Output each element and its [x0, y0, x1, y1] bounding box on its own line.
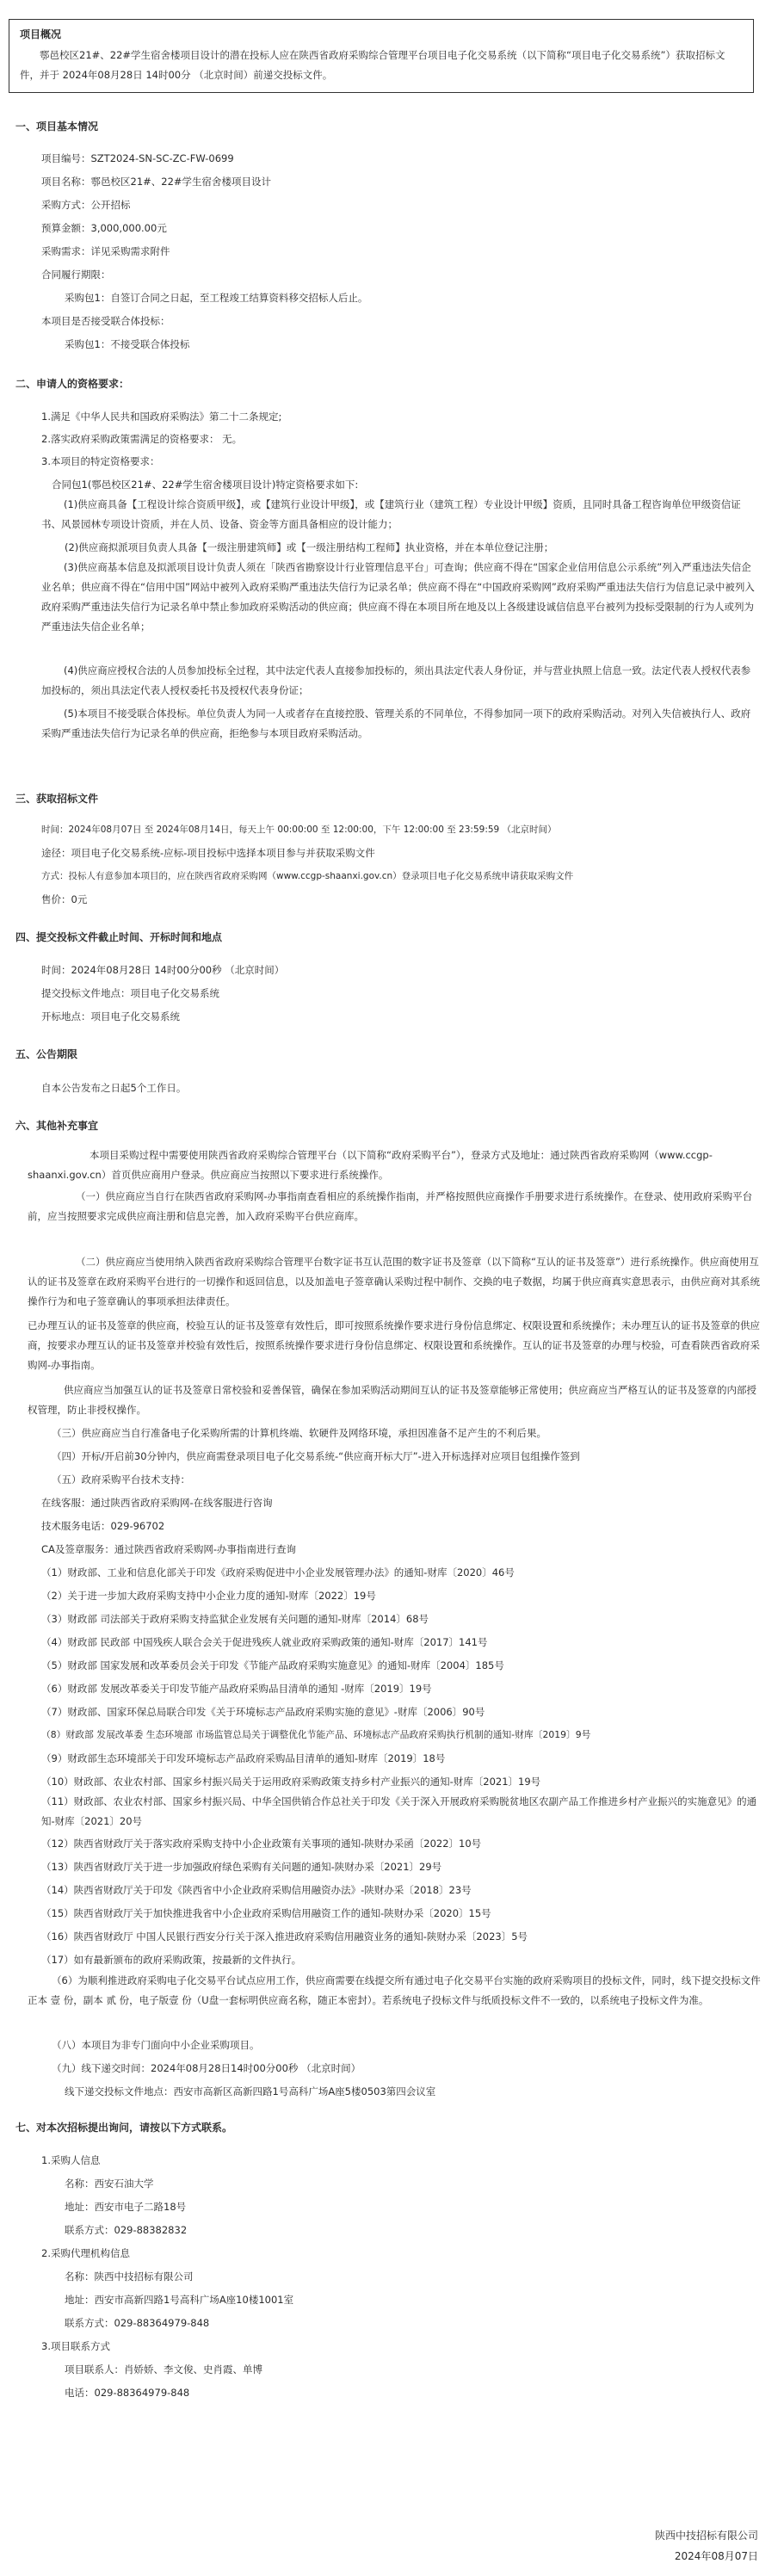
- section-deadline: [15, 930, 764, 945]
- qualification-item: 3.本项目的特定资格要求：: [41, 455, 160, 467]
- qualification-item: (4)供应商应授权合法的人员参加投标全过程，其中法定代表人直接参加投标的，须出具法定代表人身份证，并与营业执照上信息一致。法定代表人授权代表参加投标的，须出具法定代表人授权委托书及授权代表身份证；: [41, 664, 751, 696]
- joint-bid-value: 采购包1：不接受联合体投标: [65, 338, 190, 350]
- procurement-method: 采购方式：公开招标: [41, 199, 131, 211]
- policy-item: （11）财政部、农业农村部、国家乡村振兴局、中华全国供销合作总社关于印发《关于深入开展政府采购脱贫地区农副产品工作推进乡村产业振兴的实施意见》的通知-财库〔2021〕20号: [41, 1795, 757, 1827]
- submission-location: 提交投标文件地点：项目电子化交易系统: [41, 987, 219, 999]
- qualification-item: (3)供应商基本信息及拟派项目设计负责人须在「陕西省勘察设计行业管理信息平台」可查询；供应商不得在“国家企业信用信息公示系统”列入严重违法失信企业名单；供应商不得在“信用中国”网站中被列入政府采购严重违法失信行为记录名单；供应商不得在“中国政府采购网”政府采购严重违法失信行为信息记录中被列入政府采购严重违法失信行为记录名单中禁止参加政府采购活动的供应商；供应商不得在本项目所在地及以上各级建设诚信信息平台被列为投标受限制的行为人或列为严重违法失信企业名单；: [41, 561, 755, 633]
- supplementary-paragraph: 已办理互认的证书及签章的供应商，校验互认的证书及签章有效性后，即可按照系统操作要求进行身份信息绑定、权限设置和系统操作；未办理互认的证书及签章的供应商，按要求办理互认的证书及签章并校验有效性后，按照系统操作要求进行身份信息绑定、权限设置和系统操作。互认的证书及签章的办理与校验，可查看陕西省政府采购网-办事指南。: [28, 1319, 760, 1371]
- supplementary-paragraph: （二）供应商应当使用纳入陕西省政府采购综合管理平台数字证书互认范围的数字证书及签章（以下简称“互认的证书及签章”）进行系统操作。供应商使用互认的证书及签章在政府采购平台进行的一切操作和返回信息，以及加盖电子签章确认采购过程中制作、交换的电子数据，均属于供应商真实意思表示，由供应商对其系统操作行为和电子签章确认的事项承担法律责任。: [28, 1256, 760, 1307]
- offline-submission-location: 线下递交投标文件地点：西安市高新区高新四路1号高科广场A座5楼0503第四会议室: [65, 2085, 436, 2097]
- obtain-method: 方式：投标人有意参加本项目的，应在陕西省政府采购网（www.ccgp-shaanxi.gov.cn）登录项目电子化交易系统申请获取采购文件: [41, 871, 574, 881]
- policy-item: （15）陕西省财政厅关于加快推进我省中小企业政府采购信用融资工作的通知-陕财办采〔2020〕15号: [41, 1907, 491, 1919]
- obtain-channel: 途径：项目电子化交易系统-应标-项目投标中选择本项目参与并获取采购文件: [41, 847, 375, 859]
- policy-item: （6）财政部 发展改革委关于印发节能产品政府采购品目清单的通知 -财库〔2019〕19号: [41, 1683, 432, 1695]
- support-ca-service: CA及签章服务：通过陕西省政府采购网-办事指南进行查询: [41, 1543, 297, 1555]
- agency-name: 名称：陕西中技招标有限公司: [65, 2270, 194, 2283]
- supplementary-paragraph: （一）供应商应当自行在陕西省政府采购网-办事指南查看相应的系统操作指南，并严格按照供应商操作手册要求进行系统操作。在登录、使用政府采购平台前，应当按照要求完成供应商注册和信息完善，加入政府采购平台供应商库。: [28, 1190, 753, 1222]
- policy-item: （1）财政部、工业和信息化部关于印发《政府采购促进中小企业发展管理办法》的通知-财库〔2020〕46号: [41, 1566, 515, 1578]
- supplementary-paragraph: （6）为顺利推进政府采购电子化交易平台试点应用工作，供应商需要在线提交所有通过电子化交易平台实施的政府采购项目的投标文件，同时，线下提交投标文件正本 壹 份，副本 贰 份，电子版壹 份（U盘一套标明供应商名称，随正本密封）。若系统电子投标文件与纸质投标文件不一致的，以系统电子投标文件为准。: [28, 1974, 761, 2006]
- qualification-item: (5)本项目不接受联合体投标。单位负责人为同一人或者存在直接控股、管理关系的不同单位，不得参加同一项下的政府采购活动。对列入失信被执行人、政府采购严重违法失信行为记录名单的供应商，拒绝参与本项目政府采购活动。: [41, 707, 751, 739]
- section-qualifications: [15, 376, 764, 392]
- section-title: 四、提交投标文件截止时间、开标时间和地点: [15, 931, 223, 943]
- section-title: 七、对本次招标提出询问，请按以下方式联系。: [15, 2122, 233, 2134]
- purchaser-name: 名称：西安石油大学: [65, 2178, 154, 2190]
- project-number: 项目编号：SZT2024-SN-SC-ZC-FW-0699: [41, 152, 234, 164]
- purchaser-address: 地址：西安市电子二路18号: [65, 2201, 187, 2213]
- policy-item: （14）陕西省财政厅关于印发《陕西省中小企业政府采购信用融资办法》-陕财办采〔2018〕23号: [41, 1884, 472, 1896]
- deadline-time: 时间：2024年08月28日 14时00分00秒 （北京时间）: [41, 964, 285, 976]
- policy-item: （7）财政部、国家环保总局联合印发《关于环境标志产品政府采购实施的意见》-财库〔2006〕90号: [41, 1706, 485, 1718]
- procurement-requirements: 采购需求：详见采购需求附件: [41, 245, 170, 257]
- opening-location: 开标地点：项目电子化交易系统: [41, 1010, 180, 1022]
- policy-item: （2）关于进一步加大政府采购支持中小企业力度的通知-财库〔2022〕19号: [41, 1590, 376, 1602]
- section-contact: [15, 2120, 764, 2135]
- supplementary-item: （三）供应商应当自行准备电子化采购所需的计算机终端、软硬件及网络环境，承担因准备不足产生的不利后果。: [52, 1427, 546, 1439]
- policy-item: （16）陕西省财政厅 中国人民银行西安分行关于深入推进政府采购信用融资业务的通知-陕财办采〔2023〕5号: [41, 1930, 528, 1943]
- agency-header: 2.采购代理机构信息: [41, 2247, 130, 2259]
- contact-header: 3.项目联系方式: [41, 2340, 110, 2352]
- policy-item: （4）财政部 民政部 中国残疾人联合会关于促进残疾人就业政府采购政策的通知-财库〔2017〕141号: [41, 1636, 488, 1648]
- policy-item: （10）财政部、农业农村部、国家乡村振兴局关于运用政府采购政策支持乡村产业振兴的通知-财库〔2021〕19号: [41, 1776, 541, 1788]
- section-title: 五、公告期限: [15, 1048, 78, 1060]
- obtain-time: 时间：2024年08月07日 至 2024年08月14日，每天上午 00:00:00 至 12:00:00，下午 12:00:00 至 23:59:59 （北京时间）: [41, 825, 557, 835]
- policy-item: （3）财政部 司法部关于政府采购支持监狱企业发展有关问题的通知-财库〔2014〕68号: [41, 1613, 429, 1625]
- budget-amount: 预算金额：3,000,000.00元: [41, 222, 167, 234]
- document-price: 售价：0元: [41, 893, 88, 905]
- section-notice-period: [15, 1047, 764, 1062]
- supplementary-paragraph: 本项目采购过程中需要使用陕西省政府采购综合管理平台（以下简称“政府采购平台”），登录方式及地址：通过陕西省政府采购网（www.ccgp-shaanxi.gov.cn）首页供应商用户登录。供应商应当按照以下要求进行系统操作。: [28, 1149, 713, 1181]
- section-title: 三、获取招标文件: [15, 793, 99, 805]
- overview-title: 项目概况: [20, 28, 62, 40]
- footer-date: 2024年08月07日: [674, 2550, 758, 2562]
- joint-bid-label: 本项目是否接受联合体投标：: [41, 315, 170, 327]
- section-title: 二、申请人的资格要求：: [15, 378, 130, 390]
- supplementary-paragraph: 供应商应当加强互认的证书及签章日常校验和妥善保管，确保在参加采购活动期间互认的证书及签章能够正常使用；供应商应当严格互认的证书及签章的内部授权管理，防止非授权操作。: [28, 1384, 756, 1416]
- section-title: 一、项目基本情况: [15, 120, 99, 133]
- project-name: 项目名称：鄠邑校区21#、22#学生宿舍楼项目设计: [41, 176, 272, 188]
- policy-item: （5）财政部 国家发展和改革委员会关于印发《节能产品政府采购实施意见》的通知-财库〔2004〕185号: [41, 1659, 504, 1671]
- notice-period-text: 自本公告发布之日起5个工作日。: [41, 1082, 187, 1094]
- purchaser-header: 1.采购人信息: [41, 2154, 101, 2166]
- contact-persons: 项目联系人：肖娇娇、李文俊、史肖霞、单博: [65, 2363, 262, 2375]
- qualification-item: (1)供应商具备【工程设计综合资质甲级】，或【建筑行业设计甲级】，或【建筑行业（建筑工程）专业设计甲级】资质，且同时具备工程咨询单位甲级资信证书、风景园林专项设计资质，并在人员、设备、资金等方面具备相应的设计能力；: [41, 498, 741, 530]
- section-supplementary: [15, 1118, 764, 1134]
- supplementary-item: （八）本项目为非专门面向中小企业采购项目。: [52, 2039, 260, 2051]
- agency-phone: 联系方式：029-88364979-848: [65, 2317, 210, 2329]
- purchaser-phone: 联系方式：029-88382832: [65, 2224, 188, 2236]
- section-project-info: [15, 119, 764, 134]
- supplementary-item: （四）开标/开启前30分钟内，供应商需登录项目电子化交易系统-“供应商开标大厅”-进入开标选择对应项目包组操作签到: [52, 1450, 580, 1462]
- footer-organization: 陕西中技招标有限公司: [654, 2530, 758, 2542]
- qualification-item: (2)供应商拟派项目负责人具备【一级注册建筑师】或【一级注册结构工程师】执业资格，并在本单位登记注册；: [65, 541, 554, 553]
- support-phone: 技术服务电话：029-96702: [41, 1520, 165, 1532]
- supplementary-item: （五）政府采购平台技术支持：: [52, 1473, 190, 1486]
- contract-period-label: 合同履行期限：: [41, 269, 111, 281]
- policy-item: （9）财政部生态环境部关于印发环境标志产品政府采购品目清单的通知-财库〔2019〕18号: [41, 1752, 446, 1764]
- qualification-item: 1.满足《中华人民共和国政府采购法》第二十二条规定;: [41, 411, 282, 423]
- support-online-service: 在线客服：通过陕西省政府采购网-在线客服进行咨询: [41, 1497, 273, 1509]
- contact-phone: 电话：029-88364979-848: [65, 2387, 190, 2399]
- agency-address: 地址：西安市高新四路1号高科广场A座10楼1001室: [65, 2294, 294, 2306]
- overview-text: 鄠邑校区21#、22#学生宿舍楼项目设计的潜在投标人应在陕西省政府采购综合管理平台项目电子化交易系统（以下简称“项目电子化交易系统”）获取招标文件，并于 2024年08月28日 14时00分 （北京时间）前递交投标文件。: [20, 49, 725, 81]
- contract-period-value: 采购包1：自签订合同之日起，至工程竣工结算资料移交招标人后止。: [65, 292, 368, 304]
- qualification-item: 2.落实政府采购政策需满足的资格要求： 无。: [41, 433, 243, 445]
- supplementary-item: （九）线下递交时间：2024年08月28日14时00分00秒 （北京时间）: [52, 2062, 361, 2074]
- policy-item: （8）财政部 发展改革委 生态环境部 市场监管总局关于调整优化节能产品、环境标志产品政府采购执行机制的通知-财库〔2019〕9号: [41, 1729, 591, 1740]
- policy-item: （12）陕西省财政厅关于落实政府采购支持中小企业政策有关事项的通知-陕财办采函〔2022〕10号: [41, 1838, 482, 1850]
- project-overview-box: [9, 19, 754, 93]
- section-obtain-documents: [15, 791, 764, 806]
- qualification-item: 合同包1(鄠邑校区21#、22#学生宿舍楼项目设计)特定资格要求如下:: [52, 479, 359, 491]
- section-title: 六、其他补充事宜: [15, 1120, 99, 1132]
- policy-item: （17）如有最新颁布的政府采购政策，按最新的文件执行。: [41, 1954, 302, 1966]
- policy-item: （13）陕西省财政厅关于进一步加强政府绿色采购有关问题的通知-陕财办采〔2021〕29号: [41, 1861, 442, 1873]
